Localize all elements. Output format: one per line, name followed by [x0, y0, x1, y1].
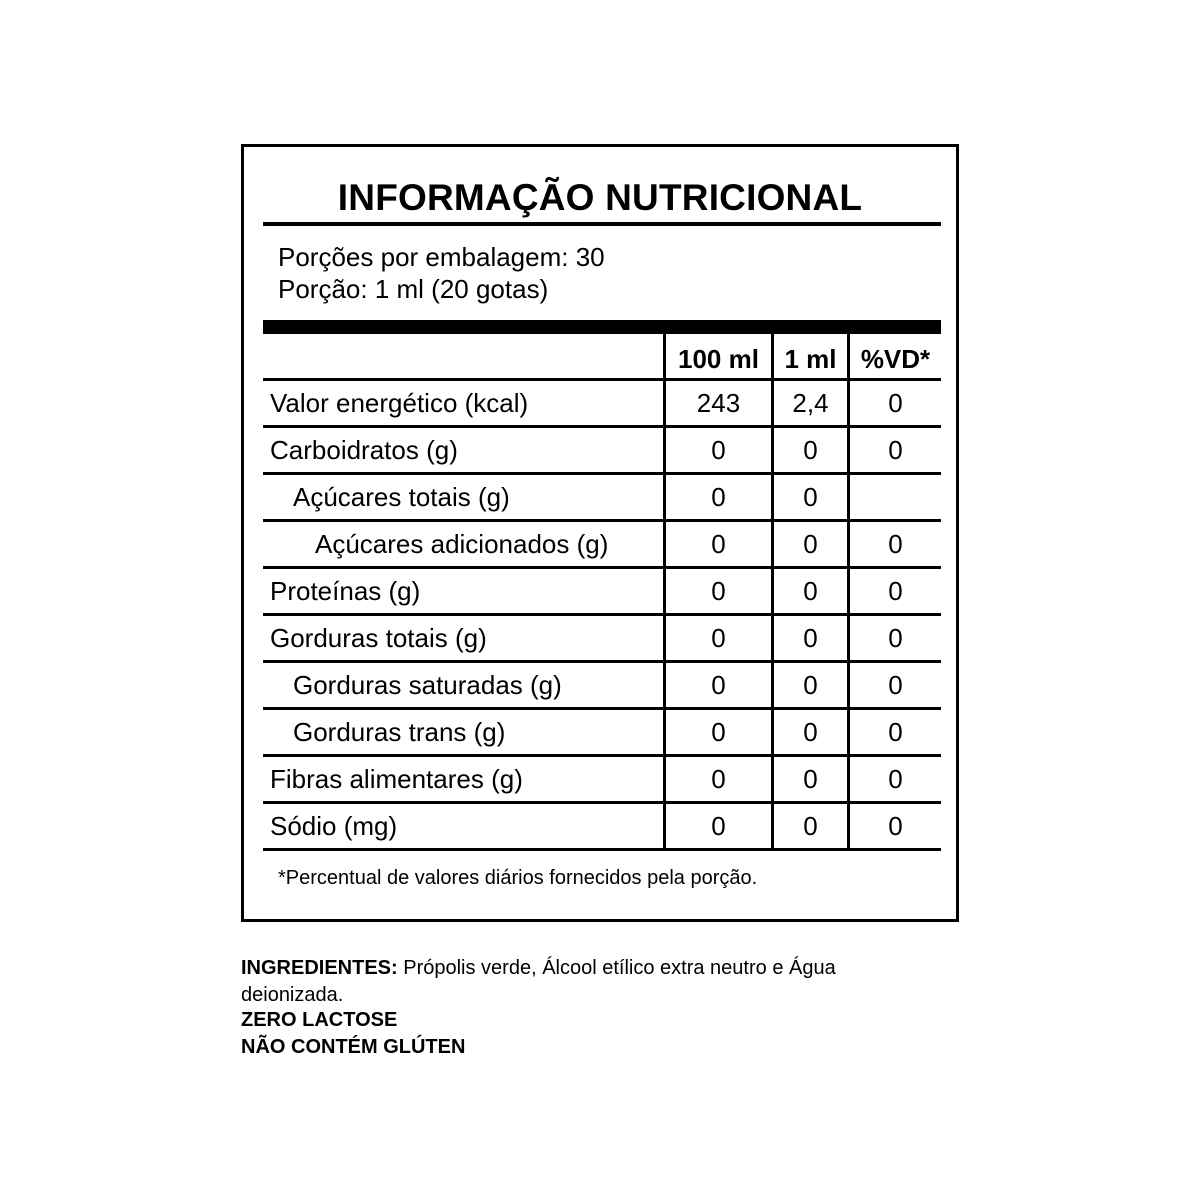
value-per-1ml: 0: [803, 670, 818, 700]
value-percent-dv: 0: [888, 764, 903, 794]
value-per-1ml: 0: [803, 623, 818, 653]
thick-rule: [263, 320, 941, 334]
column-header-100ml: 100 ml: [678, 344, 759, 374]
value-percent-dv: 0: [888, 529, 903, 559]
nutrient-name: Valor energético (kcal): [270, 388, 529, 418]
column-header-vd: %VD*: [860, 344, 931, 374]
value-per-100ml: 0: [711, 576, 726, 606]
nutrient-name: Proteínas (g): [270, 576, 421, 606]
nutrient-name: Carboidratos (g): [270, 435, 458, 465]
value-per-1ml: 0: [803, 482, 818, 512]
value-per-100ml: 0: [711, 529, 726, 559]
nutrient-name: Gorduras saturadas (g): [293, 670, 562, 700]
column-divider-2: [771, 334, 774, 850]
value-percent-dv: 0: [888, 811, 903, 841]
servings-per-package: Porções por embalagem: 30: [278, 242, 605, 272]
label-title: INFORMAÇÃO NUTRICIONAL: [337, 177, 863, 218]
value-percent-dv: [850, 475, 941, 519]
nutrient-row: [263, 663, 941, 710]
value-percent-dv: 0: [888, 576, 903, 606]
value-percent-dv: 0: [888, 435, 903, 465]
column-divider-3: [847, 334, 850, 850]
value-per-100ml: 0: [711, 670, 726, 700]
value-per-1ml: 0: [803, 811, 818, 841]
value-per-1ml: 0: [803, 717, 818, 747]
nutrient-name: Fibras alimentares (g): [270, 764, 523, 794]
claim-zero-lactose: ZERO LACTOSE: [241, 1009, 398, 1031]
value-percent-dv: 0: [888, 670, 903, 700]
value-per-100ml: 0: [711, 811, 726, 841]
serving-size: Porção: 1 ml (20 gotas): [278, 274, 549, 304]
nutrient-name: Açúcares adicionados (g): [315, 529, 609, 559]
nutrient-row: [263, 569, 941, 616]
footnote: *Percentual de valores diários fornecidos pela porção.: [278, 867, 758, 889]
nutrient-name: Açúcares totais (g): [293, 482, 510, 512]
value-percent-dv: 0: [888, 717, 903, 747]
nutrient-row: [263, 757, 941, 804]
ingredients-text: Própolis verde, Álcool etílico extra neutro e Água deionizada.: [241, 957, 836, 1006]
nutrient-row: [263, 428, 941, 475]
ingredients-heading: INGREDIENTES:: [241, 957, 398, 979]
claim-gluten-free: NÃO CONTÉM GLÚTEN: [241, 1036, 466, 1058]
value-per-100ml: 0: [711, 482, 726, 512]
nutrient-row: [263, 522, 941, 569]
column-divider-1: [663, 334, 666, 850]
value-per-100ml: 0: [711, 435, 726, 465]
value-per-100ml: 0: [711, 717, 726, 747]
value-per-100ml: 0: [711, 764, 726, 794]
column-header-1ml: 1 ml: [784, 344, 837, 374]
nutrition-facts-panel: [241, 144, 959, 922]
value-per-100ml: 0: [711, 623, 726, 653]
nutrient-row: [263, 475, 941, 522]
ingredients: [241, 955, 931, 1009]
nutrient-row: [263, 804, 941, 851]
value-per-1ml: 0: [803, 435, 818, 465]
value-percent-dv: 0: [888, 388, 903, 418]
nutrient-name: Gorduras totais (g): [270, 623, 487, 653]
value-percent-dv: 0: [888, 623, 903, 653]
value-per-100ml: 243: [696, 388, 741, 418]
value-per-1ml: 0: [803, 529, 818, 559]
nutrient-name: Gorduras trans (g): [293, 717, 506, 747]
nutrient-name: Sódio (mg): [270, 811, 398, 841]
title-rule: [263, 222, 941, 226]
value-per-1ml: 2,4: [792, 388, 829, 418]
nutrient-row: [263, 381, 941, 428]
row-rule: [263, 848, 941, 851]
value-per-1ml: 0: [803, 764, 818, 794]
nutrient-row: [263, 710, 941, 757]
value-per-1ml: 0: [803, 576, 818, 606]
nutrient-row: [263, 616, 941, 663]
